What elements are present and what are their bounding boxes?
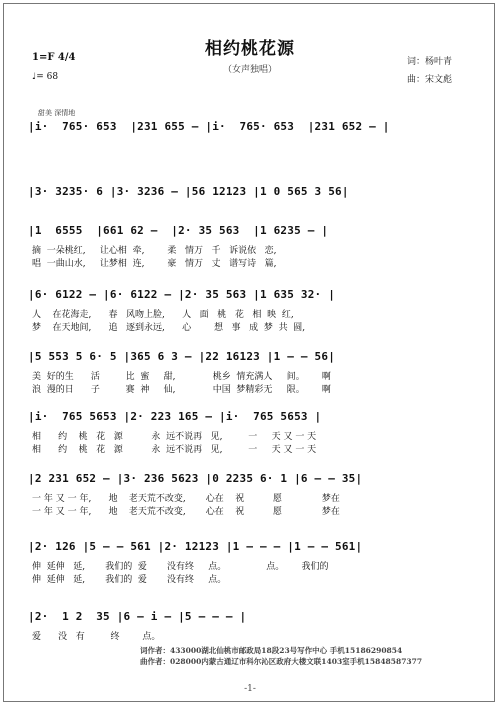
lyric-line: 一 年 又 一 年, 地 老天荒不改变, 心在 祝 愿 梦在 [32,507,340,517]
page-number: -1- [244,684,256,694]
notation-line: |5 553 5 6· 5 |365 6 3 – |22 16123 |1 – – 56| [28,350,336,363]
lyric-line: 美 好的生 活 比 蜜 甜, 桃乡 情充满人 间。 啊 [32,372,331,382]
notation-line: |i· 765· 653 |231 655 – |i· 765· 653 |231 652 – | [28,120,390,133]
lyric-line: 相 约 桃 花 源 永 远不说再 见, 一 天 又 一 天 [32,432,317,442]
lyric-line: 一 年 又 一 年, 地 老天荒不改变, 心在 祝 愿 梦在 [32,494,340,504]
song-title: 相约桃花源 [205,39,295,59]
footer-composer-contact: 曲作者：028000内蒙古通辽市科尔沁区政府大楼文联1403室手机15848587377 [140,657,423,666]
notation-line: |i· 765 5653 |2· 223 165 – |i· 765 5653 | [28,410,322,423]
notation-line: |2· 126 |5 – – 561 |2· 12123 |1 – – – |1 – – 561| [28,540,363,553]
key-signature: 1=F 4/4 [32,52,76,63]
notation-line: |6· 6122 – |6· 6122 – |2· 35 563 |1 635 32· | [28,288,336,301]
lyric-line: 梦 在天地间, 追 逐到永远, 心 想 事 成 梦 共 圆, [32,323,306,333]
notation-line: |3· 3235· 6 |3· 3236 – |56 12123 |1 0 565 3 56| [28,185,349,198]
composer-credit: 曲：宋文彪 [407,75,453,85]
lyric-line: 唱 一曲山水, 让梦相 连, 豪 情万 丈 谱写诗 篇, [32,259,277,269]
lyric-line: 伸 延伸 延, 我们的 爱 没有终 点。 [32,575,227,585]
lyric-line: 相 约 桃 花 源 永 远不说再 见, 一 天 又 一 天 [32,445,317,455]
notation-line: |2· 1 2 35 |6 – i – |5 – – – | [28,610,247,623]
lyricist-credit: 词：杨叶青 [407,57,453,67]
lyric-line: 人 在花海走, 春 风吻上脸, 人 面 桃 花 相 映 红, [32,310,294,320]
expression-marking: 甜美 深情地 [38,109,76,117]
lyric-line: 爱 没 有 终 点。 [32,632,161,642]
lyric-line: 伸 延伸 延, 我们的 爱 没有终 点。 点。 我们的 [32,562,329,572]
footer-lyricist-contact: 词作者：433000湖北仙桃市邮政局18段23号写作中心 手机15186290854 [140,646,403,655]
song-subtitle: （女声独唱） [222,65,277,75]
notation-line: |1 6555 |661 62 – |2· 35 563 |1 6235 – | [28,224,329,237]
tempo-marking: ♩= 68 [32,72,59,82]
lyric-line: 浪 漫的日 子 赛 神 仙, 中国 梦精彩无 限。 啊 [32,385,331,395]
notation-line: |2 231 652 – |3· 236 5623 |0 2235 6· 1 |6 – – 35| [28,472,363,485]
lyric-line: 摘 一朵桃红, 让心相 牵, 柔 情万 千 诉说依 恋, [32,246,277,256]
